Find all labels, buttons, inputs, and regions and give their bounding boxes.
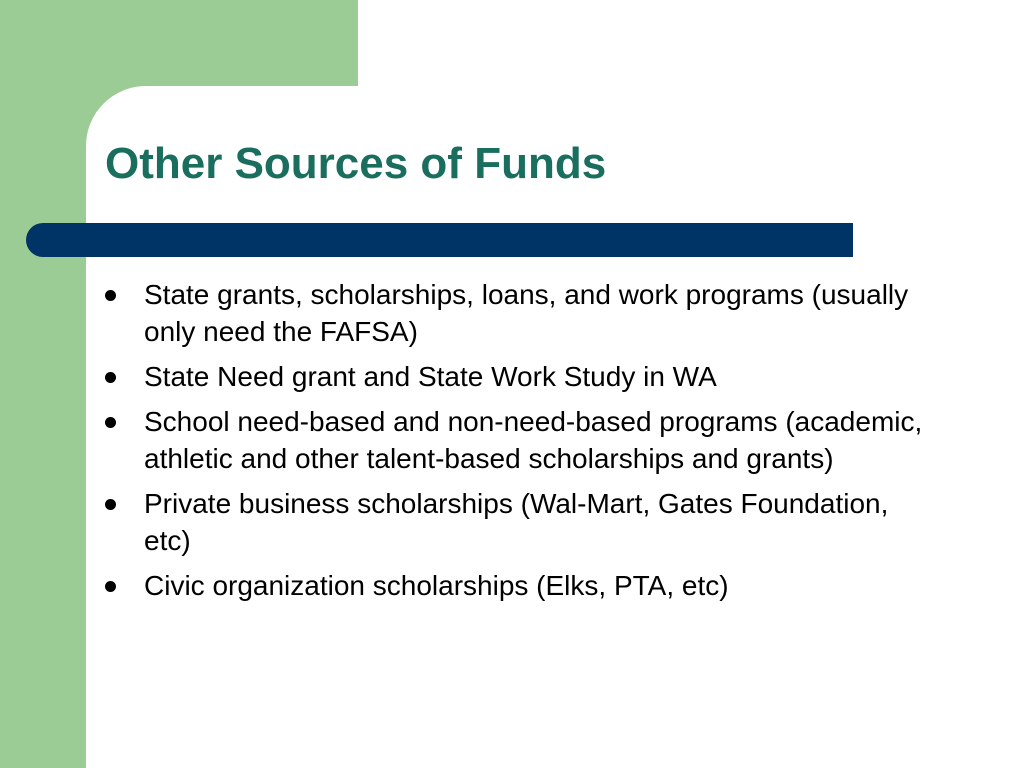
decorative-green-top-band (0, 0, 358, 86)
bullet-text: State Need grant and State Work Study in WA (144, 361, 717, 392)
bullet-dot-icon (105, 290, 116, 301)
bullet-text: Private business scholarships (Wal-Mart, Gates Foundation, etc) (144, 488, 889, 556)
bullet-text: School need-based and non-need-based programs (academic, athletic and other talent-based scholarships and grants) (144, 406, 923, 474)
bullet-text: State grants, scholarships, loans, and work programs (usually only need the FAFSA) (144, 279, 909, 347)
bullet-dot-icon (105, 372, 116, 383)
bullet-dot-icon (105, 581, 116, 592)
bullet-text: Civic organization scholarships (Elks, PTA, etc) (144, 570, 729, 601)
bullet-dot-icon (105, 499, 116, 510)
bullet-item (104, 567, 934, 604)
slide-title: Other Sources of Funds (105, 139, 607, 188)
bullet-item (104, 403, 934, 477)
bullet-list (104, 276, 934, 612)
bullet-item (104, 485, 934, 559)
decorative-green-sidebar (0, 0, 86, 768)
bullet-item (104, 276, 934, 350)
title-underline-bar (26, 223, 853, 257)
bullet-item (104, 358, 934, 395)
bullet-dot-icon (105, 417, 116, 428)
